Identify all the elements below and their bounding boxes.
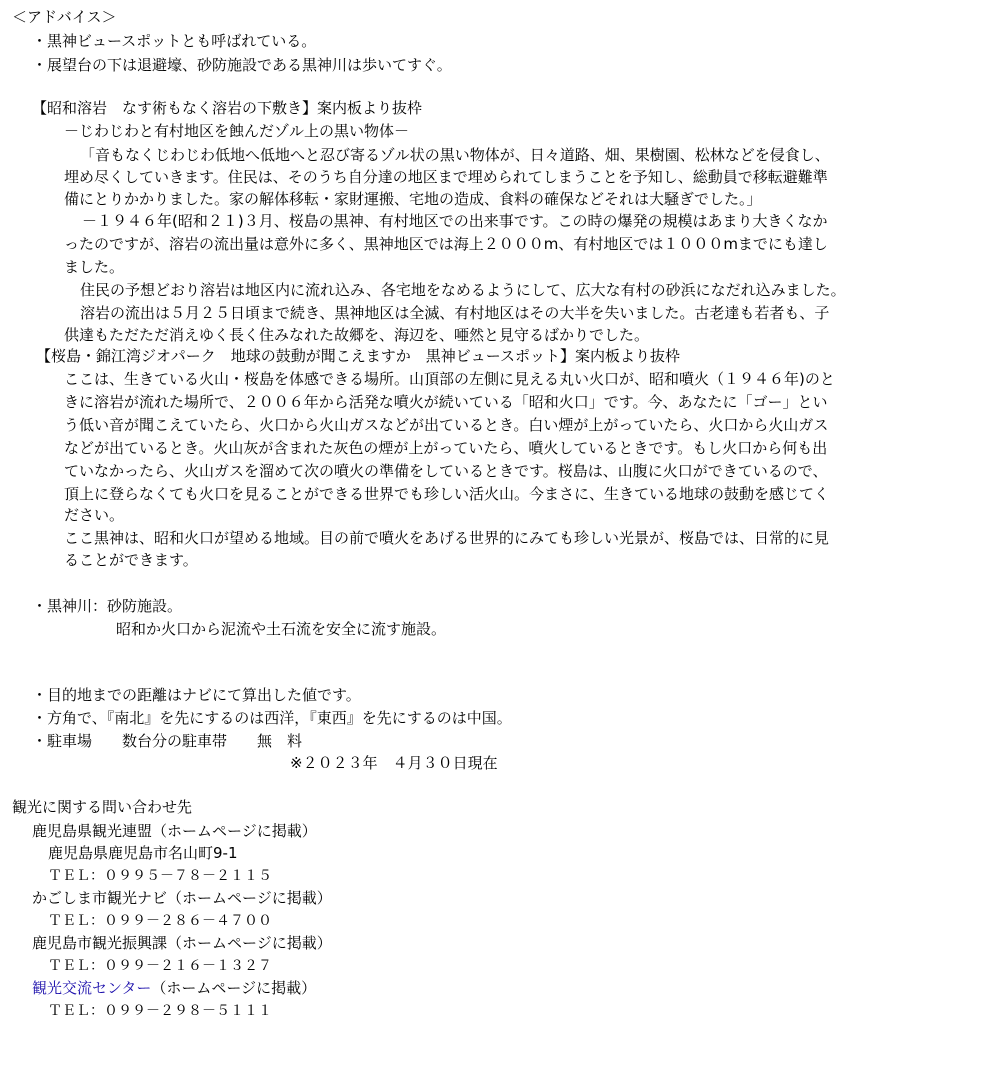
geopark-line-9: ることができます。 <box>64 551 198 569</box>
showa-lava-line-5: ったのですが、溶岩の流出量は意外に多く、黒神地区では海上２０００m、有村地区では１０００mまでにも達し <box>64 235 828 253</box>
geopark-line-7: ださい。 <box>64 506 125 524</box>
org1-name: 鹿児島県観光連盟（ホームページに掲載） <box>32 822 317 840</box>
geopark-line-2: きに溶岩が流れた場所で、２００６年から活発な噴火が続いている「昭和火口」です。今、あなたに「ゴー」とい <box>64 393 828 411</box>
note-direction: ・方角で、『南北』を先にするのは西洋，『東西』を先にするのは中国。 <box>32 709 512 727</box>
advice-bullet-1: ・黒神ビュースポットとも呼ばれている。 <box>32 32 317 50</box>
geopark-line-3: う低い音が聞こえていたら、火口から火山ガスなどが出ているとき。白い煙が上がっていたら、火口から火山ガス <box>64 416 829 434</box>
showa-lava-line-9: 供達もただただ消えゆく長く住みなれた故郷を、海辺を、唖然と見守るばかりでした。 <box>64 326 650 344</box>
kurokami-river-desc: 昭和か火口から泥流や土石流を安全に流す施設。 <box>116 620 447 638</box>
org1-address: 鹿児島県鹿児島市名山町9-1 <box>48 844 238 862</box>
showa-lava-title: 【昭和溶岩 なす術もなく溶岩の下敷き】案内板より抜枠 <box>32 99 423 117</box>
geopark-line-4: などが出ているとき。火山灰が含まれた灰色の煙が上がっていたら、噴火しているときです。もし火口から何も出 <box>64 439 828 457</box>
org4-link[interactable]: 観光交流センター <box>32 979 152 997</box>
showa-lava-line-7: 住民の予想どおり溶岩は地区内に流れ込み、各宅地をなめるようにして、広大な有村の砂浜になだれ込みました。 <box>80 281 846 299</box>
geopark-title: 【桜島・錦江湾ジオパーク 地球の鼓動が聞こえますか 黒神ビュースポット】案内板より抜枠 <box>36 347 680 365</box>
org1-tel: ＴＥＬ：０９９５－７８－２１１５ <box>48 868 272 884</box>
advice-bullet-2: ・展望台の下は退避壕、砂防施設である黒神川は歩いてすぐ。 <box>32 56 452 74</box>
showa-lava-line-4: －１９４６年(昭和２１)３月、桜島の黒神、有村地区での出来事です。この時の爆発の規模はあまり大きくなか <box>82 212 828 230</box>
contacts-heading: 観光に関する問い合わせ先 <box>12 798 193 816</box>
org4-tel: ＴＥＬ：０９９－２９８－５１１１ <box>48 1003 272 1019</box>
org2-name: かごしま市観光ナビ（ホームページに掲載） <box>32 889 332 907</box>
showa-lava-line-3: 備にとりかかりました。家の解体移転・家財運搬、宅地の造成、食料の確保などそれは大騒ぎでした。」 <box>64 190 762 208</box>
org4-suffix: （ホームページに掲載） <box>151 979 317 997</box>
geopark-line-8: ここ黒神は、昭和火口が望める地域。目の前で噴火をあげる世界的にみても珍しい光景が、桜島では、日常的に見 <box>64 529 830 547</box>
org3-tel: ＴＥＬ：０９９－２１６－１３２７ <box>48 958 272 974</box>
note-as-of-date: ※２０２３年 ４月３０日現在 <box>290 754 498 772</box>
geopark-line-6: 頂上に登らなくても火口を見ることができる世界でも珍しい活火山。今まさに、生きている地球の鼓動を感じてく <box>64 485 830 503</box>
advice-heading: ＜アドバイス＞ <box>12 8 117 26</box>
geopark-line-5: ていなかったら、火山ガスを溜めて次の噴火の準備をしているときです。桜島は、山腹に火口ができているので、 <box>64 462 828 480</box>
org3-name: 鹿児島市観光振興課（ホームページに掲載） <box>32 934 332 952</box>
org2-tel: ＴＥＬ：０９９－２８６－４７００ <box>48 913 272 929</box>
showa-lava-subtitle: －じわじわと有村地区を蝕んだゾル上の黒い物体－ <box>64 122 410 140</box>
org4-row <box>32 977 316 999</box>
kurokami-river-label: ・黒神川：砂防施設。 <box>32 597 183 615</box>
showa-lava-line-8: 溶岩の流出は５月２５日頃まで続き、黒神地区は全滅、有村地区はその大半を失いました。古老達も若者も、子 <box>80 304 830 322</box>
showa-lava-line-2: 埋め尽くしていきます。住民は、そのうち自分達の地区まで埋められてしまうことを予知し、総動員で移転避難準 <box>64 168 828 186</box>
note-distance: ・目的地までの距離はナビにて算出した値です。 <box>32 686 361 704</box>
geopark-line-1: ここは、生きている火山・桜島を体感できる場所。山頂部の左側に見える丸い火口が、昭和噴火（１９４６年)のと <box>64 370 835 388</box>
showa-lava-line-1: 「音もなくじわじわ低地へ低地へと忍び寄るゾル状の黒い物体が、日々道路、畑、果樹園、松林などを侵食し、 <box>80 146 830 164</box>
showa-lava-line-6: ました。 <box>64 258 125 276</box>
note-parking: ・駐車場 数台分の駐車帯 無 料 <box>32 732 303 750</box>
